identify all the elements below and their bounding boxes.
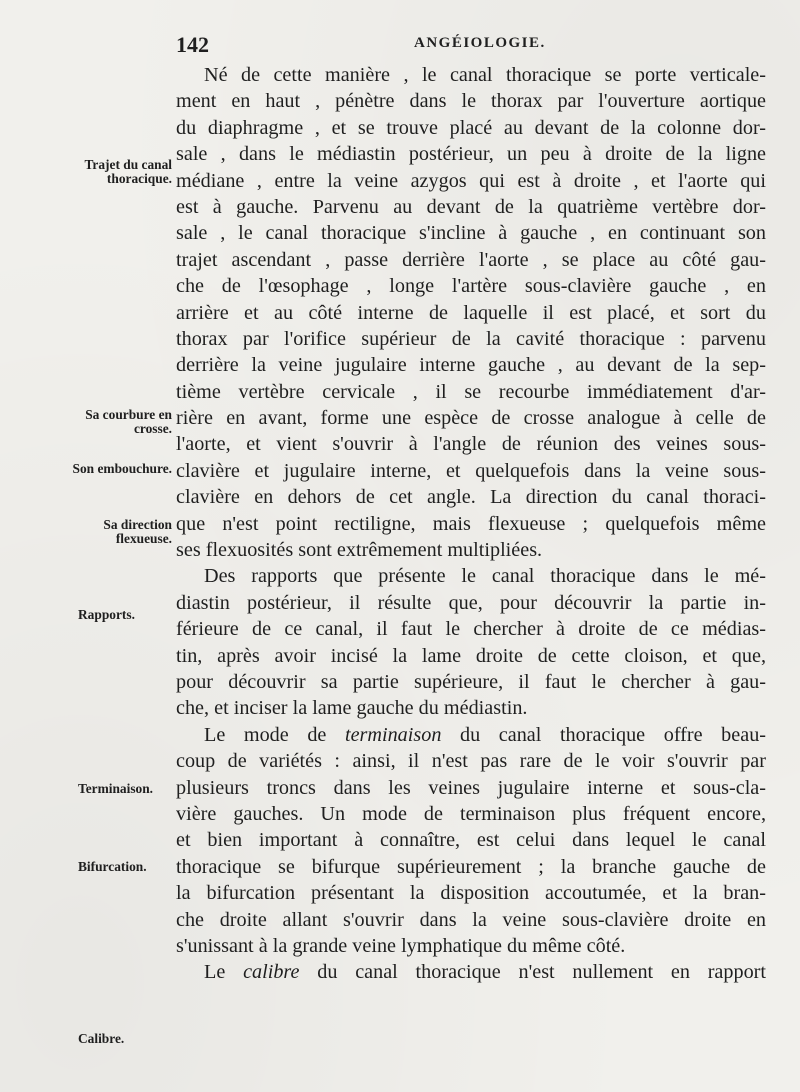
text-line: ses flexuosités sont extrêmement multipliées. <box>176 539 543 562</box>
emphasis-terminaison: terminaison <box>344 723 442 746</box>
text-line: Des rapports que présente le canal thoracique dans le mé- <box>204 565 766 588</box>
text-line: trajet ascendant , passe derrière l'aorte , se place au côté gau- <box>176 248 766 271</box>
text-line: thoracique se bifurque supérieurement ; la branche gauche de <box>176 855 766 878</box>
text-line: férieure de ce canal, il faut le chercher à droite de ce médias- <box>176 618 766 641</box>
text-line: sale , dans le médiastin postérieur, un peu à droite de la ligne <box>176 143 766 166</box>
margin-note-direction: Sa direction flexueuse. <box>103 517 172 546</box>
margin-note-rapports: Rapports. <box>78 607 135 622</box>
margin-note-trajet: Trajet du canal thoracique. <box>84 157 172 186</box>
text-line-calibre: Le calibre du canal thoracique n'est nullement en rapport <box>204 961 767 984</box>
body-text <box>176 62 766 986</box>
text-line: rière en avant, forme une espèce de crosse analogue à celle de <box>176 407 766 430</box>
text-line: ment en haut , pénètre dans le thorax par l'ouverture aortique <box>176 90 766 113</box>
text-line: plusieurs troncs dans les veines jugulaire interne et sous-cla- <box>176 776 766 799</box>
text-line: clavière et jugulaire interne, et quelquefois dans la veine sous- <box>176 459 766 482</box>
text-line: et bien important à connaître, est celui dans lequel le canal <box>176 829 766 852</box>
text-line: diastin postérieur, il résulte que, pour découvrir la partie in- <box>176 591 766 614</box>
margin-note-embouchure: Son embouchure. <box>72 461 172 476</box>
text-line: médiane , entre la veine azygos qui est à droite , et l'aorte qui <box>176 169 766 192</box>
text-line: vière gauches. Un mode de terminaison plus fréquent encore, <box>176 802 766 825</box>
text-line: clavière en dehors de cet angle. La direction du canal thoraci- <box>176 486 766 509</box>
text-line: l'aorte, et vient s'ouvrir à l'angle de réunion des veines sous- <box>176 433 766 456</box>
text-line: coup de variétés : ainsi, il n'est pas rare de le voir s'ouvrir par <box>176 750 766 773</box>
page-header <box>176 30 764 58</box>
text-line: arrière et au côté interne de laquelle il est placé, et sort du <box>176 301 766 324</box>
text-line: tin, après avoir incisé la lame droite de cette cloison, et que, <box>176 644 766 667</box>
page-number: 142 <box>176 32 209 57</box>
text-line: che de l'œsophage , longe l'artère sous-clavière gauche , en <box>176 275 766 298</box>
text-line: derrière la veine jugulaire interne gauche , au devant de la sep- <box>176 354 766 377</box>
text-line: che, et inciser la lame gauche du médiastin. <box>176 697 528 720</box>
text-line-terminaison: Le mode de terminaison du canal thoracique offre beau- <box>204 723 767 746</box>
margin-note-bifurcation: Bifurcation. <box>78 859 147 874</box>
text-line: est à gauche. Parvenu au devant de la quatrième vertèbre dor- <box>176 195 766 218</box>
text-line: du diaphragme , et se trouve placé au devant de la colonne dor- <box>176 116 766 139</box>
text-line: sale , le canal thoracique s'incline à gauche , en continuant son <box>176 222 766 245</box>
text-line: Né de cette manière , le canal thoracique se porte verticale- <box>204 64 766 86</box>
text-line: thorax par l'orifice supérieur de la cavité thoracique : parvenu <box>176 327 766 350</box>
text-line: que n'est point rectiligne, mais flexueuse ; quelquefois même <box>176 512 766 535</box>
text-line: tième vertèbre cervicale , il se recourbe immédiatement d'ar- <box>176 380 766 403</box>
margin-note-terminaison: Terminaison. <box>78 781 154 796</box>
margin-note-courbure: Sa courbure en crosse. <box>85 407 172 436</box>
text-line: s'unissant à la grande veine lymphatique du même côté. <box>176 934 626 957</box>
text-line: la bifurcation présentant la disposition accoutumée, et la bran- <box>176 882 766 905</box>
text-line: che droite allant s'ouvrir dans la veine sous-clavière droite en <box>176 908 766 931</box>
running-head: ANGÉIOLOGIE. <box>414 35 546 51</box>
text-line: pour découvrir sa partie supérieure, il faut le chercher à gau- <box>176 670 766 693</box>
emphasis-calibre: calibre <box>243 961 300 984</box>
margin-note-calibre: Calibre. <box>78 1031 125 1046</box>
